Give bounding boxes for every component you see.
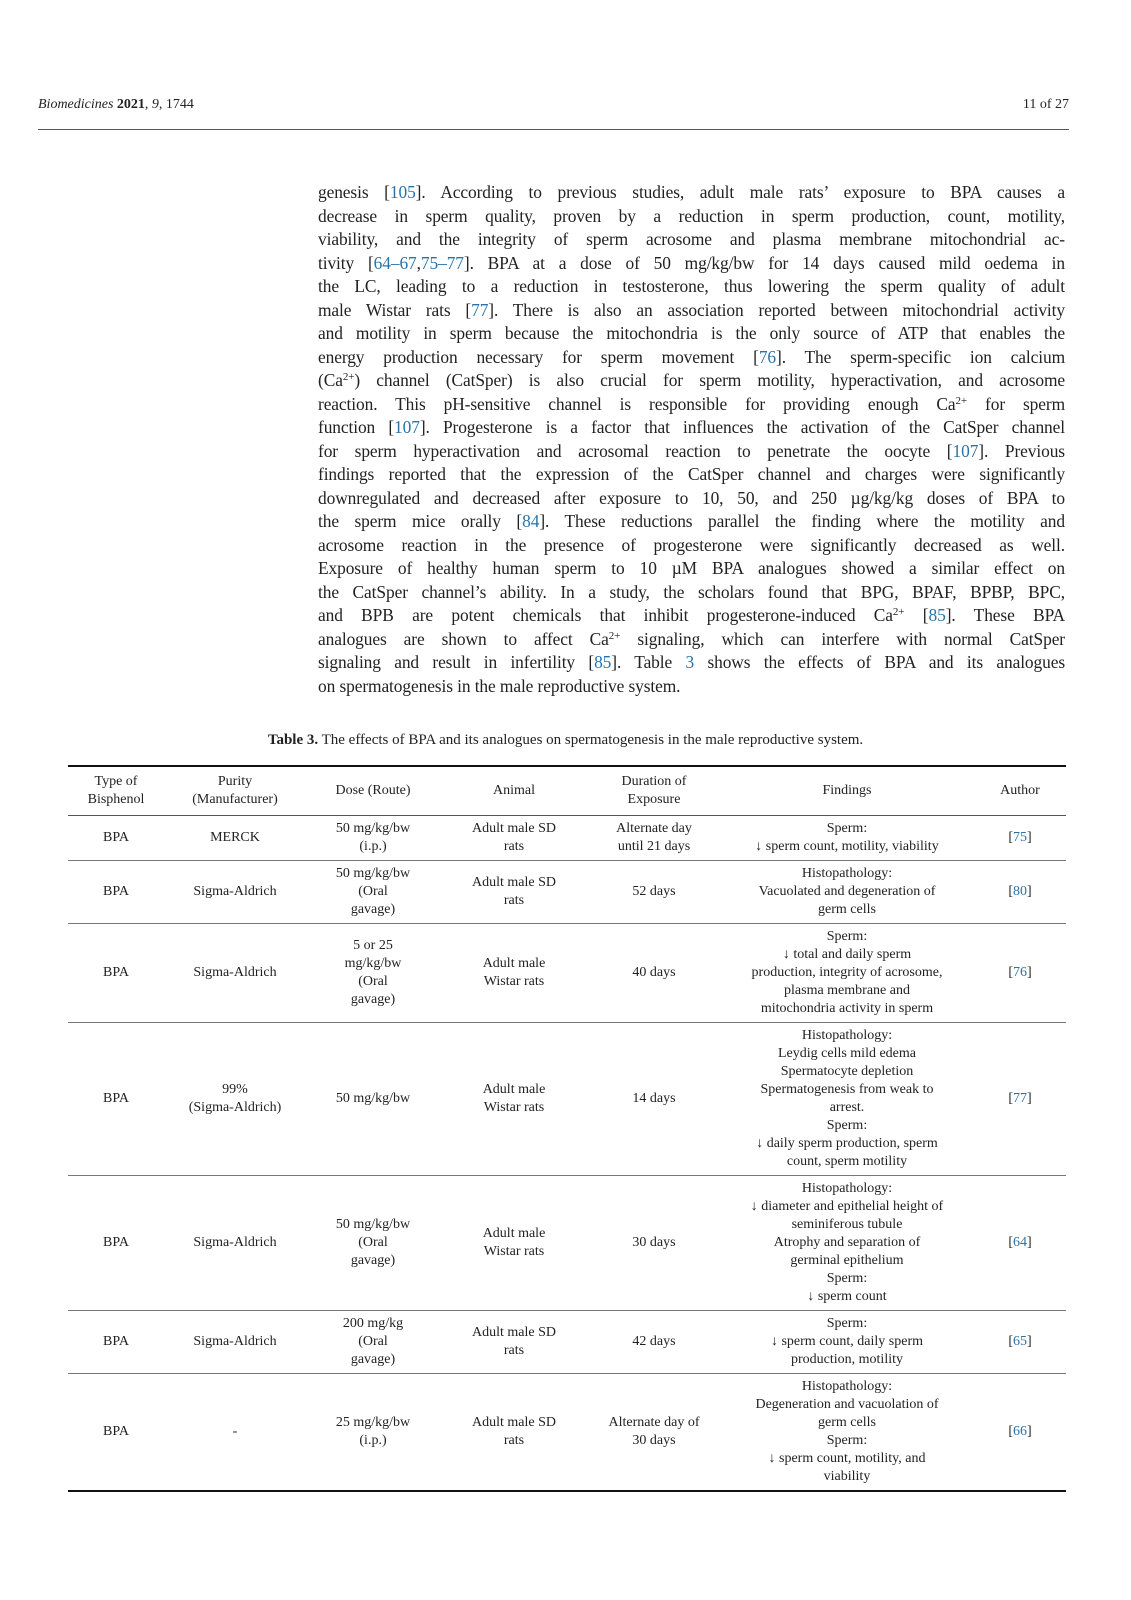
cell-line: Findings bbox=[822, 783, 872, 798]
cell-line: rats bbox=[503, 1433, 525, 1448]
page-number: 11 of 27 bbox=[1022, 97, 1069, 112]
cell-line: germinal epithelium bbox=[790, 1253, 904, 1268]
cell-line: 30 days bbox=[632, 1235, 676, 1250]
cell-findings bbox=[720, 816, 974, 861]
table-header-row bbox=[68, 766, 1066, 816]
cell-type bbox=[68, 1311, 164, 1374]
table-3 bbox=[68, 765, 1066, 1492]
cell-line: viability bbox=[823, 1469, 871, 1484]
cell-line: (Oral bbox=[358, 1334, 388, 1349]
cell-line: Histopathology: bbox=[801, 1181, 893, 1196]
cell-line: 200 mg/kg bbox=[342, 1316, 404, 1331]
cell-findings bbox=[720, 1176, 974, 1311]
cell-findings bbox=[720, 924, 974, 1023]
citation-link[interactable]: 65 bbox=[1013, 1334, 1027, 1349]
text-line: $(Ca^{2+})$ channel (CatSper) is also crucial for sperm motility, hyperactivation, and acrosome bbox=[318, 370, 1065, 390]
cell-dose bbox=[306, 1023, 440, 1176]
column-header-animal bbox=[440, 766, 588, 816]
cell-line: (i.p.) bbox=[359, 1433, 387, 1448]
citation-link[interactable]: 84 bbox=[522, 511, 540, 531]
citation-link[interactable]: 77 bbox=[471, 299, 489, 320]
cell-line: Adult male SD bbox=[472, 875, 556, 890]
cell-line: BPA bbox=[103, 1235, 129, 1250]
text-line: acrosome reaction in the presence of progesterone were significantly decreased as well. bbox=[318, 534, 1065, 555]
cell-line: (Oral bbox=[358, 884, 388, 899]
cell-line: Adult male bbox=[482, 1226, 546, 1241]
cell-purity bbox=[164, 1374, 306, 1492]
cell-dose bbox=[306, 1311, 440, 1374]
cell-author: [66] bbox=[1008, 1424, 1032, 1439]
text-line: findings reported that the expression of the CatSper channel and charges were significantly bbox=[318, 464, 1065, 484]
cell-line: Sperm: bbox=[826, 821, 868, 836]
citation-link[interactable]: 76 bbox=[1013, 965, 1027, 980]
table-row bbox=[68, 1023, 1066, 1176]
cell-line: Histopathology: bbox=[801, 1379, 893, 1394]
text-line: viability, and the integrity of sperm acrosome and plasma membrane mitochondrial ac- bbox=[318, 229, 1065, 249]
cell-animal bbox=[440, 1374, 588, 1492]
cell-dose bbox=[306, 924, 440, 1023]
text-line: the sperm mice orally [84]. These reductions parallel the finding where the motility and bbox=[318, 511, 1065, 531]
cell-line: Alternate day bbox=[616, 821, 692, 836]
table-caption-text: The effects of BPA and its analogues on spermatogenesis in the male reproductive system. bbox=[318, 732, 864, 748]
text-line: decrease in sperm quality, proven by a reduction in sperm production, count, motility, bbox=[318, 205, 1065, 226]
cell-line: 99% bbox=[222, 1082, 248, 1097]
cell-type bbox=[68, 1023, 164, 1176]
citation-link[interactable]: 64–67 bbox=[373, 252, 417, 273]
text-line: reaction. This pH-sensitive channel is responsible for providing enough $Ca^{2+}$ for sperm bbox=[318, 393, 1065, 414]
table-body bbox=[68, 816, 1066, 1492]
cell-line: Animal bbox=[493, 783, 535, 798]
cell-line: Exposure bbox=[627, 792, 681, 807]
citation-link[interactable]: 76 bbox=[758, 346, 777, 367]
cell-line: mg/kg/bw bbox=[344, 956, 402, 971]
cell-line: ↓ sperm count, motility, and bbox=[768, 1451, 926, 1466]
cell-line: - bbox=[232, 1424, 238, 1439]
cell-findings bbox=[720, 1023, 974, 1176]
cell-purity bbox=[164, 861, 306, 924]
cell-line: rats bbox=[503, 893, 525, 908]
cell-purity bbox=[164, 1311, 306, 1374]
citation-link[interactable]: 66 bbox=[1013, 1424, 1027, 1439]
cell-line: ↓ sperm count, motility, viability bbox=[755, 839, 939, 854]
cell-line: plasma membrane and bbox=[784, 983, 910, 998]
cell-line: Spermatocyte depletion bbox=[780, 1064, 914, 1079]
cell-line: Sperm: bbox=[826, 1271, 868, 1286]
running-header bbox=[38, 97, 1069, 130]
cell-animal bbox=[440, 861, 588, 924]
cell-line: Bisphenol bbox=[87, 792, 145, 807]
citation-link[interactable]: 3 bbox=[685, 652, 695, 672]
cell-line: Sperm: bbox=[826, 1433, 868, 1448]
superscript: 2+ bbox=[342, 371, 355, 383]
text-line: the LC, leading to a reduction in testosterone, thus lowering the sperm quality of adult bbox=[318, 276, 1065, 296]
cell-duration bbox=[588, 1176, 720, 1311]
text-line: for sperm hyperactivation and acrosomal reaction to penetrate the oocyte [107]. Previous bbox=[318, 440, 1065, 461]
cell-line: MERCK bbox=[210, 830, 260, 845]
cell-dose bbox=[306, 1374, 440, 1492]
cell-duration bbox=[588, 816, 720, 861]
table-row bbox=[68, 816, 1066, 861]
citation-link[interactable]: 75 bbox=[1013, 830, 1027, 845]
citation-link[interactable]: 105 bbox=[389, 182, 416, 202]
cell-line: 25 mg/kg/bw bbox=[335, 1415, 411, 1430]
column-header-purity bbox=[164, 766, 306, 816]
cell-purity bbox=[164, 1023, 306, 1176]
cell-line: Histopathology: bbox=[801, 1028, 893, 1043]
cell-line: Sperm: bbox=[826, 929, 868, 944]
journal-name: Biomedicines bbox=[38, 97, 114, 112]
cell-line: count, sperm motility bbox=[786, 1154, 908, 1169]
cell-author: [65] bbox=[1008, 1334, 1032, 1349]
text-line: function [107]. Progesterone is a factor that influences the activation of the CatSper channel bbox=[318, 417, 1066, 437]
table-caption bbox=[0, 732, 1131, 749]
journal-year: 2021 bbox=[116, 97, 145, 112]
cell-duration bbox=[588, 924, 720, 1023]
cell-line: 50 mg/kg/bw bbox=[335, 821, 411, 836]
cell-line: Alternate day of bbox=[608, 1415, 700, 1430]
cell-line: Adult male bbox=[482, 1082, 546, 1097]
cell-line: 50 mg/kg/bw bbox=[335, 1217, 411, 1232]
cell-line: BPA bbox=[103, 1091, 129, 1106]
cell-purity bbox=[164, 1176, 306, 1311]
cell-purity bbox=[164, 924, 306, 1023]
cell-line: 50 mg/kg/bw bbox=[335, 1091, 411, 1106]
cell-line: Sigma-Aldrich bbox=[193, 1235, 277, 1250]
cell-line: production, motility bbox=[791, 1352, 903, 1367]
cell-animal bbox=[440, 1023, 588, 1176]
cell-type bbox=[68, 861, 164, 924]
cell-line: Duration of bbox=[621, 774, 687, 789]
cell-findings bbox=[720, 861, 974, 924]
cell-duration bbox=[588, 1374, 720, 1492]
cell-author: [76] bbox=[1008, 965, 1032, 980]
cell-findings bbox=[720, 1374, 974, 1492]
cell-line: germ cells bbox=[818, 1415, 876, 1430]
text-line: male Wistar rats [77]. There is also an association reported between mitochondrial activity bbox=[318, 299, 1065, 320]
cell-line: Sperm: bbox=[826, 1316, 868, 1331]
table-row bbox=[68, 861, 1066, 924]
cell-line: Atrophy and separation of bbox=[773, 1235, 921, 1250]
journal-citation: Biomedicines 2021, 9, 1744 bbox=[38, 97, 194, 112]
cell-line: Adult male bbox=[482, 956, 546, 971]
cell-line: ↓ total and daily sperm bbox=[782, 947, 912, 962]
cell-line: Leydig cells mild edema bbox=[777, 1046, 916, 1061]
cell-line: Wistar rats bbox=[483, 1244, 545, 1259]
table-row bbox=[68, 1176, 1066, 1311]
cell-line: (Manufacturer) bbox=[192, 792, 278, 807]
table-caption-label: Table 3. bbox=[267, 732, 319, 748]
cell-line: 5 or 25 bbox=[353, 938, 393, 953]
cell-line: Adult male SD bbox=[472, 821, 556, 836]
text-line: downregulated and decreased after exposure to 10, 50, and 250 µg/kg/kg doses of BPA to bbox=[318, 487, 1065, 508]
table-row bbox=[68, 1311, 1066, 1374]
cell-line: Sigma-Aldrich bbox=[193, 884, 277, 899]
citation-link[interactable]: 75–77 bbox=[420, 252, 464, 273]
cell-line: (Oral bbox=[358, 1235, 388, 1250]
cell-author: [64] bbox=[1008, 1235, 1032, 1250]
cell-line: (Sigma-Aldrich) bbox=[188, 1100, 282, 1115]
cell-line: Vacuolated and degeneration of bbox=[758, 884, 936, 899]
cell-line: Histopathology: bbox=[801, 866, 893, 881]
cell-findings bbox=[720, 1311, 974, 1374]
cell-line: germ cells bbox=[818, 902, 876, 917]
cell-line: BPA bbox=[103, 830, 129, 845]
cell-animal bbox=[440, 816, 588, 861]
cell-line: gavage) bbox=[350, 1253, 396, 1268]
cell-type bbox=[68, 1176, 164, 1311]
text-line: Exposure of healthy human sperm to 10 µM BPA analogues showed a similar effect on bbox=[318, 558, 1065, 578]
column-header-author bbox=[974, 766, 1066, 816]
text-line: on spermatogenesis in the male reproductive system. bbox=[318, 675, 681, 696]
cell-line: 42 days bbox=[632, 1334, 676, 1349]
cell-line: production, integrity of acrosome, bbox=[751, 965, 943, 980]
cell-line: gavage) bbox=[350, 902, 396, 917]
cell-line: Type of bbox=[94, 774, 138, 789]
text-line: tivity [64–67,75–77]. BPA at a dose of 50 mg/kg/bw for 14 days caused mild oedema in bbox=[318, 252, 1066, 273]
cell-author: [75] bbox=[1008, 830, 1032, 845]
cell-line: 40 days bbox=[632, 965, 676, 980]
cell-line: ↓ diameter and epithelial height of bbox=[750, 1199, 944, 1214]
cell-line: BPA bbox=[103, 965, 129, 980]
cell-animal bbox=[440, 1311, 588, 1374]
citation-link[interactable]: 77 bbox=[1013, 1091, 1027, 1106]
cell-duration bbox=[588, 1023, 720, 1176]
journal-volume: 9 bbox=[151, 97, 159, 112]
cell-line: rats bbox=[503, 839, 525, 854]
cell-line: ↓ daily sperm production, sperm bbox=[756, 1136, 938, 1151]
cell-type bbox=[68, 924, 164, 1023]
cell-line: seminiferous tubule bbox=[791, 1217, 903, 1232]
cell-animal bbox=[440, 1176, 588, 1311]
text-line: and motility in sperm because the mitochondria is the only source of ATP that enables the bbox=[318, 323, 1065, 343]
cell-line: Degeneration and vacuolation of bbox=[755, 1397, 939, 1412]
cell-line: 50 mg/kg/bw bbox=[335, 866, 411, 881]
cell-line: Dose (Route) bbox=[335, 783, 411, 798]
citation-link[interactable]: 107 bbox=[394, 417, 420, 437]
citation-link[interactable]: 107 bbox=[952, 440, 979, 461]
column-header-type bbox=[68, 766, 164, 816]
cell-purity bbox=[164, 816, 306, 861]
column-header-dose bbox=[306, 766, 440, 816]
cell-author: [77] bbox=[1008, 1091, 1032, 1106]
cell-line: (i.p.) bbox=[359, 839, 387, 854]
cell-type bbox=[68, 1374, 164, 1492]
cell-line: Sigma-Aldrich bbox=[193, 965, 277, 980]
cell-dose bbox=[306, 1176, 440, 1311]
cell-line: BPA bbox=[103, 1334, 129, 1349]
cell-line: Sigma-Aldrich bbox=[193, 1334, 277, 1349]
table-row bbox=[68, 1374, 1066, 1492]
superscript: 2+ bbox=[955, 394, 968, 407]
column-header-findings bbox=[720, 766, 974, 816]
cell-duration bbox=[588, 1311, 720, 1374]
column-header-duration bbox=[588, 766, 720, 816]
cell-line: Purity bbox=[217, 774, 253, 789]
cell-line: gavage) bbox=[350, 1352, 396, 1367]
superscript: 2+ bbox=[608, 629, 621, 642]
cell-line: (Oral bbox=[358, 974, 388, 989]
cell-author: [80] bbox=[1008, 884, 1032, 899]
cell-line: Author bbox=[1000, 783, 1040, 798]
citation-link[interactable]: 64 bbox=[1013, 1235, 1027, 1250]
cell-line: Spermatogenesis from weak to bbox=[760, 1082, 934, 1097]
cell-animal bbox=[440, 924, 588, 1023]
citation-link[interactable]: 80 bbox=[1013, 884, 1027, 899]
text-line: the CatSper channel’s ability. In a study, the scholars found that BPG, BPAF, BPBP, BPC, bbox=[318, 581, 1065, 602]
cell-line: rats bbox=[503, 1343, 525, 1358]
cell-line: ↓ sperm count, daily sperm bbox=[770, 1334, 924, 1349]
cell-line: Wistar rats bbox=[483, 1100, 545, 1115]
cell-line: Adult male SD bbox=[472, 1325, 556, 1340]
cell-line: Wistar rats bbox=[483, 974, 545, 989]
cell-line: 30 days bbox=[632, 1433, 676, 1448]
body-paragraph bbox=[318, 181, 1065, 698]
article-number: 1744 bbox=[165, 97, 194, 112]
citation-link[interactable]: 85 bbox=[928, 605, 946, 625]
cell-dose bbox=[306, 816, 440, 861]
cell-line: 14 days bbox=[632, 1091, 676, 1106]
cell-line: BPA bbox=[103, 1424, 129, 1439]
cell-line: 52 days bbox=[632, 884, 676, 899]
cell-line: Sperm: bbox=[826, 1118, 868, 1133]
cell-line: until 21 days bbox=[617, 839, 691, 854]
citation-link[interactable]: 85 bbox=[594, 652, 612, 672]
cell-line: gavage) bbox=[350, 992, 396, 1007]
cell-line: ↓ sperm count bbox=[807, 1289, 887, 1304]
text-line: analogues are shown to affect $Ca^{2+}$ signaling, which can interfere with normal CatSper bbox=[318, 628, 1065, 649]
cell-line: mitochondria activity in sperm bbox=[760, 1001, 934, 1016]
text-line: and BPB are potent chemicals that inhibit progesterone-induced $Ca^{2+}$ [85]. These BPA bbox=[318, 605, 1065, 625]
text-line: energy production necessary for sperm movement [76]. The sperm-specific ion calcium bbox=[318, 346, 1065, 367]
cell-duration bbox=[588, 861, 720, 924]
cell-type bbox=[68, 816, 164, 861]
text-line: genesis [105]. According to previous studies, adult male rats’ exposure to BPA causes a bbox=[318, 182, 1065, 202]
superscript: 2+ bbox=[892, 606, 905, 618]
cell-line: arrest. bbox=[829, 1100, 865, 1115]
text-line: signaling and result in infertility [85]. Table 3 shows the effects of BPA and its analogues bbox=[318, 652, 1065, 672]
cell-line: Adult male SD bbox=[472, 1415, 556, 1430]
cell-line: BPA bbox=[103, 884, 129, 899]
table-row bbox=[68, 924, 1066, 1023]
cell-dose bbox=[306, 861, 440, 924]
